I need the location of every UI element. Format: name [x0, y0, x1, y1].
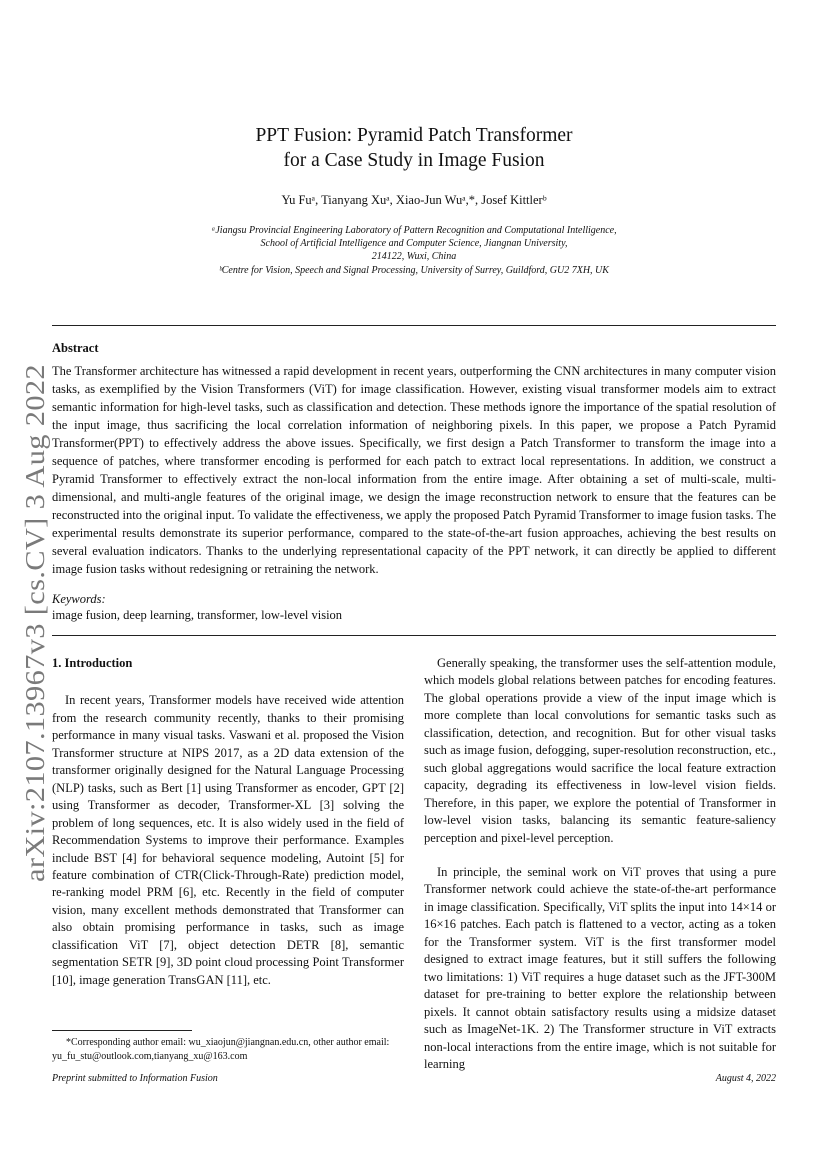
footnote: *Corresponding author email: wu_xiaojun@jiangnan.edu.cn, other author email: yu_fu_stu@outlook.com,tianyang_xu@163.com	[52, 1037, 390, 1062]
intro-paragraph: In recent years, Transformer models have received wide attention from the research community recently, thanks to their promising performance in many visual tasks. Vaswani et al. proposed the Vision Transformer structure at NIPS 2017, as a 2D data extension of the transformer originally designed for the Natural Language Processing (NLP) tasks, such as Bert [1] using Transformer as encoder, GPT [2] using Transformer as decoder, Transformer-XL [3] solving the problem of long sequences, etc. It is also widely used in the field of Recommendation Systems to improve their performance. Examples include BST [4] for behavioral sequence modeling, Autoint [5] for feature combination of CTR(Click-Through-Rate) prediction model, re-ranking model PRM [6], etc. Recently in the field of computer vision, many excellent methods demonstrated that Transformer can also obtain promising performance in tasks, such as image classification ViT [7], object detection DETR [8], semantic segmentation SETR [9], 3D point cloud processing Point Transformer [10], image generation TransGAN [11], etc.	[52, 693, 404, 987]
divider-bottom	[52, 635, 776, 636]
affiliation-line: ᵃJiangsu Provincial Engineering Laboratory of Pattern Recognition and Computational Intelligence,	[211, 225, 617, 236]
abstract-heading: Abstract	[52, 341, 99, 355]
affiliations	[0, 224, 828, 277]
arxiv-sidebar-stamp	[14, 362, 52, 882]
abstract-text: The Transformer architecture has witnessed a rapid development in recent years, outperforming the CNN architectures in many computer vision tasks, as exemplified by the Vision Transformers (ViT) for image classification. However, existing visual transformer models aim to extract semantic information for high-level tasks, such as classification and detection. These methods ignore the importance of the spatial resolution of the input image, thus sacrificing the local correlation information of neighboring pixels. In this paper, we propose a Patch Pyramid Transformer(PPT) to effectively address the above issues. Specifically, we first design a Patch Transformer to transform the image into a sequence of patches, where transformer encoding is performed for each patch to extract local representations. In addition, we construct a Pyramid Transformer to effectively extract the non-local information from the entire image. After obtaining a set of multi-scale, multi-dimensional, and multi-angle features of the original image, we design the image reconstruction network to ensure that the features can be reconstructed into the original input. To validate the effectiveness, we apply the proposed Patch Pyramid Transformer to image fusion tasks. The experimental results demonstrate its superior performance, compared to the state-of-the-art fusion approaches, achieving the best results on several evaluation indicators. Thanks to the underlying representational capacity of the PPT network, it can directly be applied to different image fusion tasks without redesigning or retraining the network.	[52, 364, 776, 576]
keywords-text: image fusion, deep learning, transformer, low-level vision	[52, 608, 343, 622]
section-heading: 1. Introduction	[52, 656, 133, 670]
footer-preprint-note: Preprint submitted to Information Fusion	[52, 1073, 218, 1084]
affiliation-line: 214122, Wuxi, China	[371, 251, 457, 263]
arxiv-identifier: arXiv:2107.13967v3 [cs.CV] 3 Aug 2022	[20, 422, 50, 882]
body-paragraph: In principle, the seminal work on ViT proves that using a pure Transformer network could achieve the state-of-the-art performance in image classification. Specifically, ViT splits the input into 14×14 or 16×16 patches. Each patch is flattened to a vector, acting as a token for the Transformer system. ViT is the first transformer model designed to extract image features, but it still suffers the following two limitations: 1) ViT requires a huge dataset such as the JFT-300M dataset for pre-training to better explore the relationship between pixels. It cannot obtain satisfactory results using a midsize dataset such as ImageNet-1K. 2) The Transformer structure in ViT extracts non-local interactions from the entire image, which is not suitable for learning	[424, 864, 776, 1071]
author-list: Yu Fuᵃ, Tianyang Xuᵃ, Xiao-Jun Wuᵃ,*, Josef Kittlerᵇ	[281, 193, 547, 207]
footer-date: August 4, 2022	[715, 1073, 776, 1084]
body-paragraph: Generally speaking, the transformer uses the self-attention module, which models global relations between patches for encoding features. The global operations provide a view of the input image which is more complete than local convolutions for semantic tasks such as classification, detection, and recognition. But for other visual tasks such as image fusion, defogging, super-resolution reconstruction, etc., such global aggregations would sacrifice the local feature extraction capacity, degrading its effectiveness in low-level vision fields. Therefore, in this paper, we explore the potential of Transformer in low-level vision tasks, balancing its semantic feature-saliency perception and pixel-level perception.	[424, 656, 776, 845]
keywords-label: Keywords:	[52, 592, 106, 606]
title-line-2: for a Case Study in Image Fusion	[283, 150, 545, 171]
left-column	[52, 655, 404, 989]
title-line-1: PPT Fusion: Pyramid Patch Transformer	[255, 125, 573, 146]
affiliation-line: ᵇCentre for Vision, Speech and Signal Processing, University of Surrey, Guildford, GU2 7XH, UK	[219, 264, 609, 276]
right-column	[424, 655, 776, 1073]
footnote-divider	[52, 1030, 192, 1031]
divider-top	[52, 325, 776, 326]
affiliation-line: School of Artificial Intelligence and Computer Science, Jiangnan University,	[260, 238, 568, 250]
paper-title	[0, 123, 828, 173]
